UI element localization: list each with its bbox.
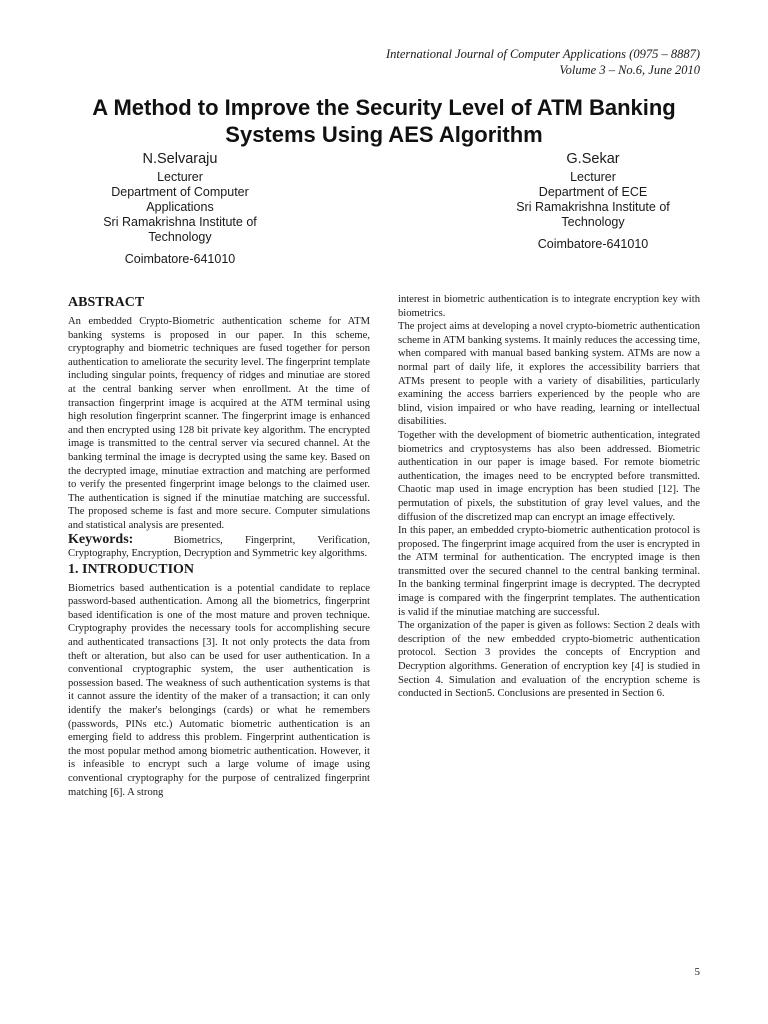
title-line-2: Systems Using AES Algorithm bbox=[225, 122, 543, 147]
left-column bbox=[68, 294, 370, 799]
author-role: Lecturer bbox=[570, 170, 616, 184]
author-block-2 bbox=[493, 152, 693, 252]
keywords-label: Keywords: bbox=[68, 531, 134, 547]
author-block-1 bbox=[80, 152, 280, 267]
paragraph-protocol: In this paper, an embedded crypto-biometric authentication protocol is proposed. The fingerprint image acquired from the user is encrypted in the ATM terminal for authentication. The encrypted image is then transmitted over the secured channel to the central banking terminal. In the banking terminal fingerprint image is decrypted. The decrypted image is compared with the fingerprint templates. The authentication is valid if the minutiae matching are successful. bbox=[398, 525, 700, 618]
author-city: Coimbatore-641010 bbox=[124, 252, 236, 266]
paper-title bbox=[40, 94, 728, 148]
author-department-cont: Applications bbox=[146, 200, 214, 214]
paragraph-project-aims: The project aims at developing a novel crypto-biometric authentication scheme in ATM banking systems. It mainly reduces the accessing time, when compared with manual based banking system. ATMs are now a normal part of daily life, it explores the accessibility barriers that ATMs present to people with a variety of disabilities, particularly examining the access barriers experienced by the people who are blind, vision impaired or who have reading, learning or intellectual disabilities. bbox=[398, 321, 700, 428]
author-name: N.Selvaraju bbox=[142, 151, 218, 167]
introduction-heading: 1. INTRODUCTION bbox=[68, 561, 195, 577]
paragraph-organization: The organization of the paper is given as follows: Section 2 deals with description of the new embedded crypto-biometric authentication protocol. Section 3 provides the concepts of Encryption and Decryption algorithms. Generation of encryption key [4] is studied in Section 4. Simulation and evaluation of the encryption scheme is conducted in Section5. Conclusions are presented in Section 6. bbox=[398, 620, 700, 700]
keywords-text: Biometrics, Fingerprint, Verification, Cryptography, Encryption, Decryption and Symmetric key algorithms. bbox=[68, 534, 370, 560]
author-department: Department of ECE bbox=[538, 185, 648, 199]
author-institute: Sri Ramakrishna Institute of bbox=[516, 200, 670, 214]
journal-header bbox=[386, 46, 700, 78]
paragraph-integrated-biometrics: Together with the development of biometric authentication, integrated biometrics and cryptosystems has also been addressed. Biometric authentication in our paper is image based. For remote biometric authentication, the images need to be encrypted before transmitted. Chaotic map used in image encryption has been studied [12]. The permutation of pixels, the substitution of gray level values, and the diffusion of the discretized map can encrypt an image effectively. bbox=[398, 429, 700, 523]
author-city: Coimbatore-641010 bbox=[537, 237, 649, 251]
introduction-text: Biometrics based authentication is a potential candidate to replace password-based authentication. Among all the biometrics, fingerprint based identification is one of the most mature and proven technique. Cryptography provides the necessary tools for accomplishing secure and authenticated transactions [3]. It not only protects the data from theft or alteration, but also can be used for user authentication. In a conventional cryptographic system, the user authentication is possession based. The weakness of such authentication systems is that it cannot assure the identity of the maker of a transaction; it can only identify the maker's belongings (cards) or what he remembers (passwords, PINs etc.) Automatic biometric authentication is an emerging field to address this problem. Fingerprint authentication is the most popular method among biometric authentication. However, it is infeasible to encrypt such a large volume of image using conventional cryptography for the purpose of centralized fingerprint matching [6]. A strong bbox=[68, 582, 370, 798]
abstract-heading: ABSTRACT bbox=[68, 295, 145, 310]
journal-name: International Journal of Computer Applications (0975 – 8887) bbox=[386, 47, 700, 61]
abstract-text: An embedded Crypto-Biometric authentication scheme for ATM banking systems is proposed in our paper. In this scheme, cryptography and biometric techniques are fused together for person authentication to ameliorate the security level. The fingerprint template including singular points, frequency of ridges and minutiae are stored at the central banking server when enrollment. At the time of transaction fingerprint image is acquired at the ATM terminal using high resolution fingerprint scanner. The fingerprint image is enhanced and then encrypted using 128 bit private key algorithm. The encrypted image is transmitted to the central server via secured channel. At the banking terminal the image is decrypted using the same key. Based on the decrypted image, minutiae extraction and matching are performed to verify the presented fingerprint image belongs to the claimed user. The authentication is signed if the minutiae matching are successful. The proposed scheme is fast and more secure. Computer simulations and statistical analysis are presented. bbox=[68, 316, 370, 531]
author-role: Lecturer bbox=[157, 170, 203, 184]
paragraph-interest: interest in biometric authentication is to integrate encryption key with biometrics. bbox=[398, 294, 700, 319]
author-name: G.Sekar bbox=[566, 151, 620, 167]
keywords-paragraph bbox=[68, 533, 370, 561]
journal-volume: Volume 3 – No.6, June 2010 bbox=[559, 63, 700, 77]
author-department: Department of Computer bbox=[111, 185, 249, 199]
author-institute: Sri Ramakrishna Institute of bbox=[103, 215, 257, 229]
author-institute-cont: Technology bbox=[148, 230, 212, 244]
author-institute-cont: Technology bbox=[561, 215, 625, 229]
right-column bbox=[398, 293, 700, 701]
page-number: 5 bbox=[694, 966, 700, 978]
title-line-1: A Method to Improve the Security Level of ATM Banking bbox=[92, 95, 676, 120]
